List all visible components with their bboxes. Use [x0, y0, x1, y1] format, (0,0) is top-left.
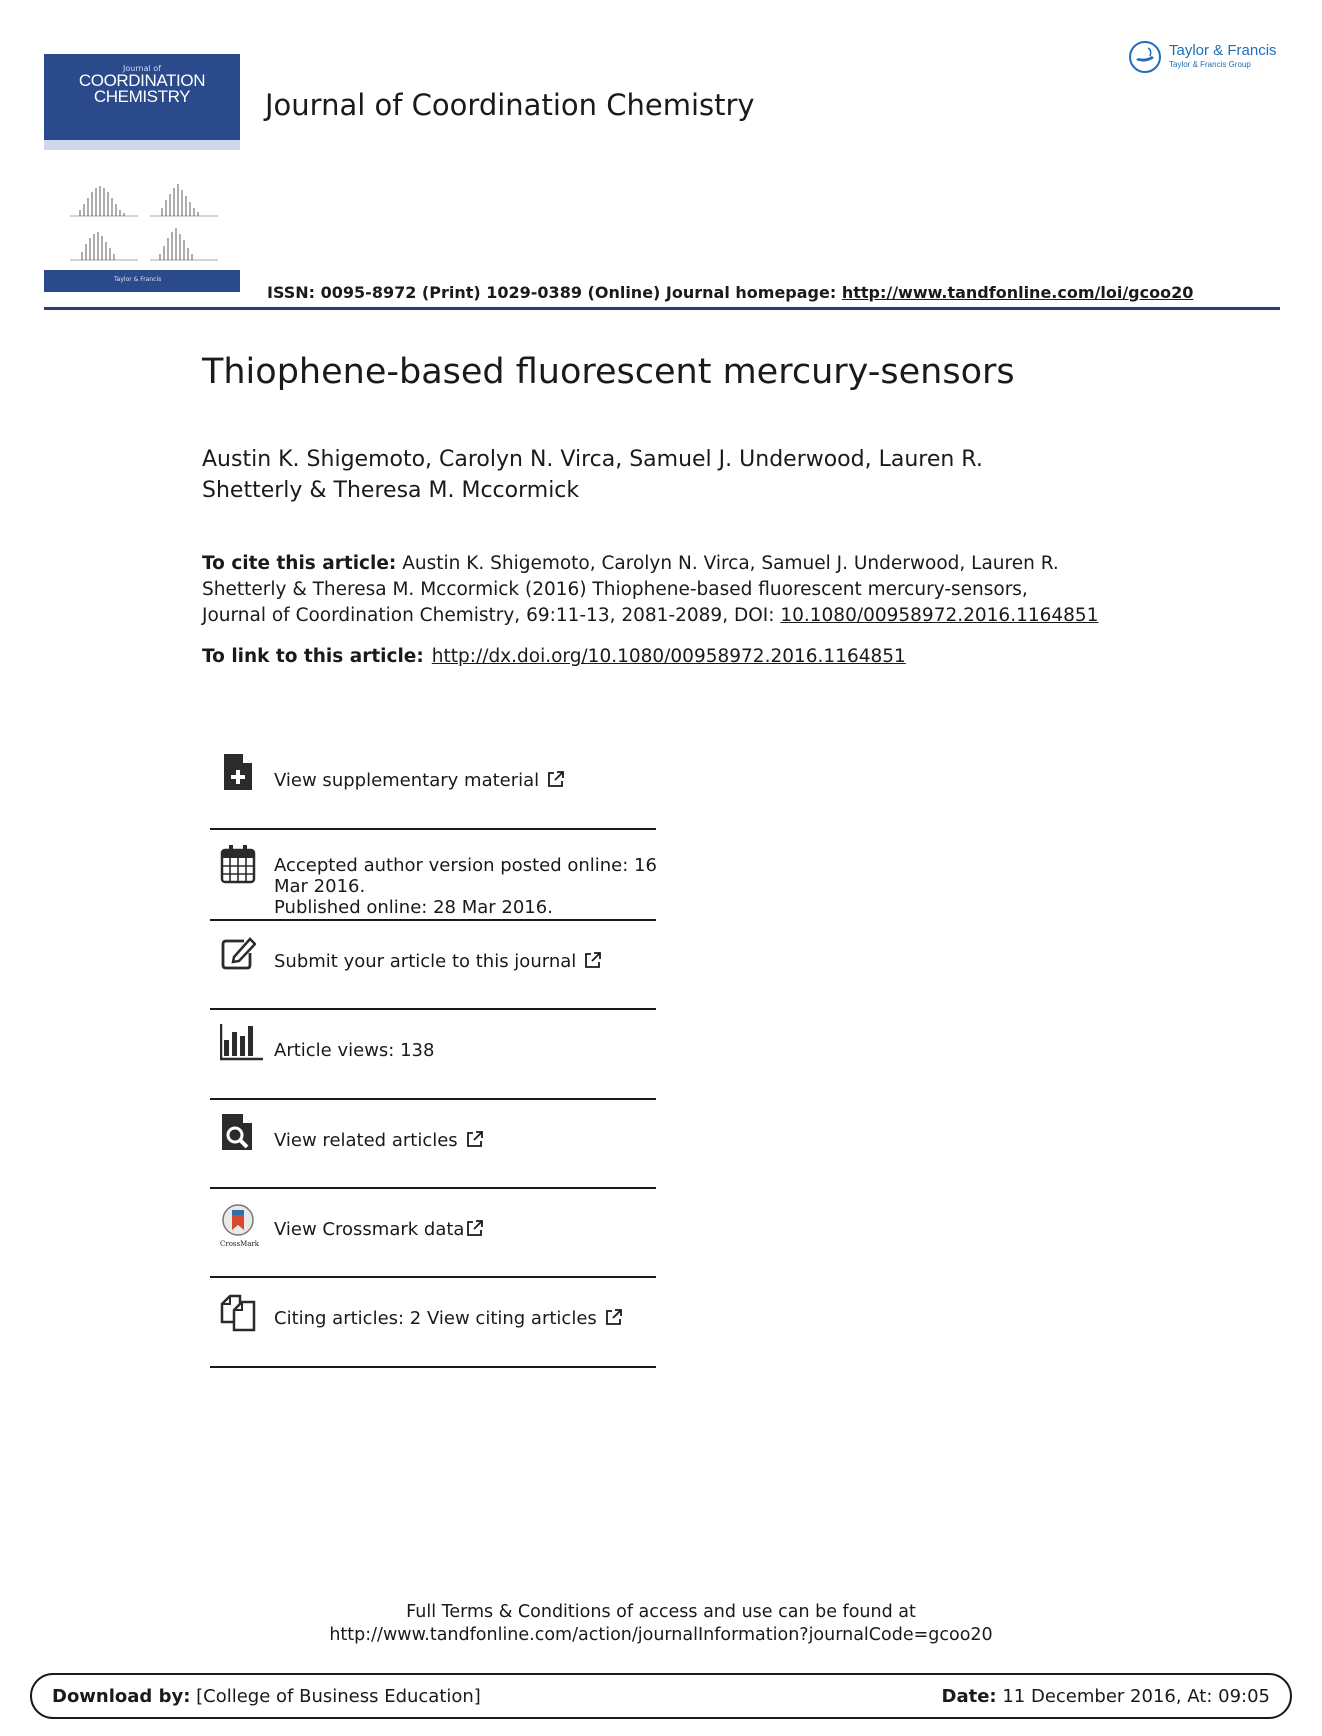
- article-doi-url[interactable]: http://dx.doi.org/10.1080/00958972.2016.1164851: [431, 646, 906, 667]
- citation-line1: [202, 551, 1182, 577]
- submit-label: Submit your article to this journal: [274, 951, 577, 972]
- submit-item[interactable]: [210, 921, 656, 1010]
- publisher-logo[interactable]: [1128, 40, 1288, 76]
- header-divider: [44, 307, 1280, 310]
- terms-line1: Full Terms & Conditions of access and use can be found at: [406, 1602, 916, 1622]
- terms-notice: [0, 1601, 1322, 1647]
- accepted-line2: Mar 2016.: [274, 876, 366, 897]
- citing-link[interactable]: [274, 1308, 623, 1329]
- crossmark-icon: [220, 1203, 256, 1237]
- terms-url[interactable]: http://www.tandfonline.com/action/journalInformation?journalCode=gcoo20: [329, 1625, 993, 1645]
- crossmark-item[interactable]: [210, 1189, 656, 1278]
- crossmark-badge: [220, 1203, 260, 1248]
- article-views: Article views: 138: [274, 1040, 435, 1061]
- external-link-icon: [584, 951, 602, 969]
- accepted-line1: Accepted author version posted online: 16: [274, 855, 657, 876]
- download-label: Download by:: [52, 1686, 191, 1707]
- dates-text: [274, 855, 657, 918]
- related-item[interactable]: [210, 1100, 656, 1189]
- article-title: Thiophene-based fluorescent mercury-sensors: [202, 352, 1015, 392]
- article-link-block: [202, 646, 906, 667]
- journal-homepage-link[interactable]: http://www.tandfonline.com/loi/gcoo20: [841, 283, 1194, 302]
- published-date: Published online: 28 Mar 2016.: [274, 897, 553, 918]
- dates-item: [210, 830, 656, 921]
- cover-footer: [44, 270, 240, 292]
- external-link-icon: [605, 1308, 623, 1326]
- cover-journal-of: Journal of: [123, 64, 161, 73]
- download-info-bar: [30, 1673, 1292, 1719]
- copy-documents-icon: [220, 1292, 256, 1332]
- crossmark-text: CrossMark: [220, 1240, 260, 1248]
- supplementary-item[interactable]: [210, 740, 656, 830]
- cover-title-line2: CHEMISTRY: [93, 87, 191, 106]
- search-document-icon: [220, 1112, 256, 1152]
- citation-label: To cite this article:: [202, 553, 397, 574]
- journal-cover: [44, 54, 240, 292]
- citing-item[interactable]: [210, 1278, 656, 1368]
- crossmark-link[interactable]: [274, 1219, 484, 1240]
- edit-icon: [220, 933, 256, 973]
- date-label: Date:: [941, 1686, 997, 1707]
- cover-title-line1: COORDINATION: [78, 71, 206, 90]
- download-value: [College of Business Education]: [190, 1686, 481, 1707]
- citation-line3: [202, 603, 1182, 629]
- supplementary-link[interactable]: [274, 770, 565, 791]
- cover-header: [44, 54, 240, 140]
- citation-line2: Shetterly & Theresa M. Mccormick (2016) Thiophene-based fluorescent mercury-sensors,: [202, 579, 1028, 600]
- cover-publisher-badge: Taylor & Francis: [114, 276, 162, 283]
- download-by: [52, 1686, 481, 1707]
- date-value: 11 December 2016, At: 09:05: [996, 1686, 1270, 1707]
- external-link-icon: [466, 1130, 484, 1148]
- citing-label: Citing articles: 2 View citing articles: [274, 1308, 597, 1329]
- citation-block: [202, 551, 1182, 629]
- issn-text: ISSN: 0095-8972 (Print) 1029-0389 (Online) Journal homepage:: [267, 283, 842, 302]
- citation-text-3: Journal of Coordination Chemistry, 69:11-13, 2081-2089, DOI:: [202, 605, 781, 626]
- publisher-name: Taylor & Francis: [1169, 42, 1277, 59]
- authors-line1: Austin K. Shigemoto, Carolyn N. Virca, Samuel J. Underwood, Lauren R.: [202, 447, 983, 472]
- file-plus-icon: [220, 752, 256, 792]
- supplementary-label: View supplementary material: [274, 770, 540, 791]
- issn-line: [267, 283, 1193, 302]
- related-label: View related articles: [274, 1130, 458, 1151]
- external-link-icon: [466, 1219, 484, 1237]
- article-link-label: To link to this article:: [202, 646, 424, 667]
- download-date: [942, 1686, 1270, 1707]
- submit-link[interactable]: [274, 951, 602, 972]
- calendar-icon: [220, 844, 256, 884]
- publisher-group: Taylor & Francis Group: [1169, 60, 1251, 69]
- related-link[interactable]: [274, 1130, 484, 1151]
- journal-title: Journal of Coordination Chemistry: [265, 88, 755, 122]
- article-info-list: [210, 740, 656, 1368]
- crossmark-label: View Crossmark data: [274, 1219, 465, 1240]
- external-link-icon: [547, 770, 565, 788]
- cover-title: [44, 73, 240, 105]
- doi-link[interactable]: 10.1080/00958972.2016.1164851: [780, 605, 1099, 626]
- publisher-lamp-icon: [1128, 40, 1162, 74]
- cover-spectra-image: [66, 168, 222, 278]
- bar-chart-icon: [220, 1022, 264, 1062]
- authors: [202, 444, 1102, 506]
- views-item: [210, 1010, 656, 1100]
- cover-strip: [44, 140, 240, 150]
- citation-text-1: Austin K. Shigemoto, Carolyn N. Virca, Samuel J. Underwood, Lauren R.: [396, 553, 1059, 574]
- authors-line2: Shetterly & Theresa M. Mccormick: [202, 478, 580, 503]
